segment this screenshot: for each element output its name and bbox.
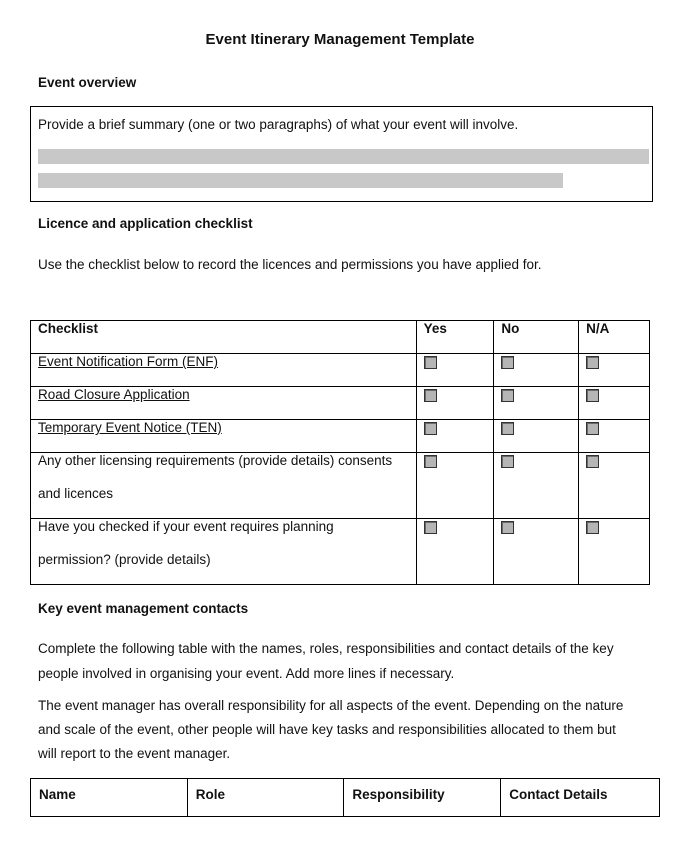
table-header-row	[31, 779, 660, 817]
placeholder-text-line	[38, 149, 649, 164]
checkbox-yes[interactable]	[424, 521, 437, 534]
row-label-line: Any other licensing requirements (provide details) consents	[38, 453, 393, 468]
header-contact-details: Contact Details	[501, 779, 660, 817]
contacts-heading: Key event management contacts	[38, 601, 249, 616]
licence-intro: Use the checklist below to record the licences and permissions you have applied for.	[38, 257, 542, 272]
checkbox-no[interactable]	[501, 455, 514, 468]
ten-link[interactable]: Temporary Event Notice (TEN)	[38, 420, 222, 435]
road-closure-link[interactable]: Road Closure Application	[38, 387, 190, 402]
checkbox-na[interactable]	[586, 389, 599, 402]
checkbox-no[interactable]	[501, 389, 514, 402]
checkbox-yes[interactable]	[424, 422, 437, 435]
header-yes: Yes	[416, 321, 494, 354]
placeholder-text-line	[38, 173, 563, 188]
checkbox-no[interactable]	[501, 521, 514, 534]
checkbox-na[interactable]	[586, 455, 599, 468]
contacts-para-line: and scale of the event, other people will have key tasks and responsibilities allocated to them but	[38, 722, 616, 737]
licence-checklist-table	[30, 320, 650, 585]
enf-link[interactable]: Event Notification Form (ENF)	[38, 354, 219, 369]
licence-heading: Licence and application checklist	[38, 216, 253, 231]
table-row	[31, 387, 650, 420]
contacts-para-line: The event manager has overall responsibility for all aspects of the event. Depending on the nature	[38, 698, 624, 713]
header-na: N/A	[579, 321, 650, 354]
table-row	[31, 453, 650, 519]
table-row	[31, 354, 650, 387]
checkbox-yes[interactable]	[424, 389, 437, 402]
contacts-table	[30, 778, 660, 817]
checkbox-na[interactable]	[586, 356, 599, 369]
header-role: Role	[187, 779, 344, 817]
row-label-line: and licences	[38, 486, 114, 501]
checkbox-no[interactable]	[501, 356, 514, 369]
document-title: Event Itinerary Management Template	[205, 31, 475, 48]
contacts-para-line: will report to the event manager.	[38, 746, 231, 761]
contacts-para-line: Complete the following table with the names, roles, responsibilities and contact details of the key	[38, 641, 614, 656]
row-label-line: Have you checked if your event requires planning	[38, 519, 334, 534]
checkbox-na[interactable]	[586, 521, 599, 534]
overview-heading: Event overview	[38, 75, 137, 90]
checkbox-yes[interactable]	[424, 455, 437, 468]
header-no: No	[494, 321, 579, 354]
row-label-line: permission? (provide details)	[38, 552, 211, 567]
checkbox-no[interactable]	[501, 422, 514, 435]
header-responsibility: Responsibility	[344, 779, 501, 817]
table-row	[31, 420, 650, 453]
contacts-para-line: people involved in organising your event. Add more lines if necessary.	[38, 666, 455, 681]
overview-box[interactable]	[30, 106, 653, 202]
table-row	[31, 519, 650, 585]
header-checklist: Checklist	[31, 321, 417, 354]
checkbox-na[interactable]	[586, 422, 599, 435]
checkbox-yes[interactable]	[424, 356, 437, 369]
overview-prompt: Provide a brief summary (one or two paragraphs) of what your event will involve.	[38, 117, 519, 132]
header-name: Name	[31, 779, 188, 817]
table-header-row	[31, 321, 650, 354]
